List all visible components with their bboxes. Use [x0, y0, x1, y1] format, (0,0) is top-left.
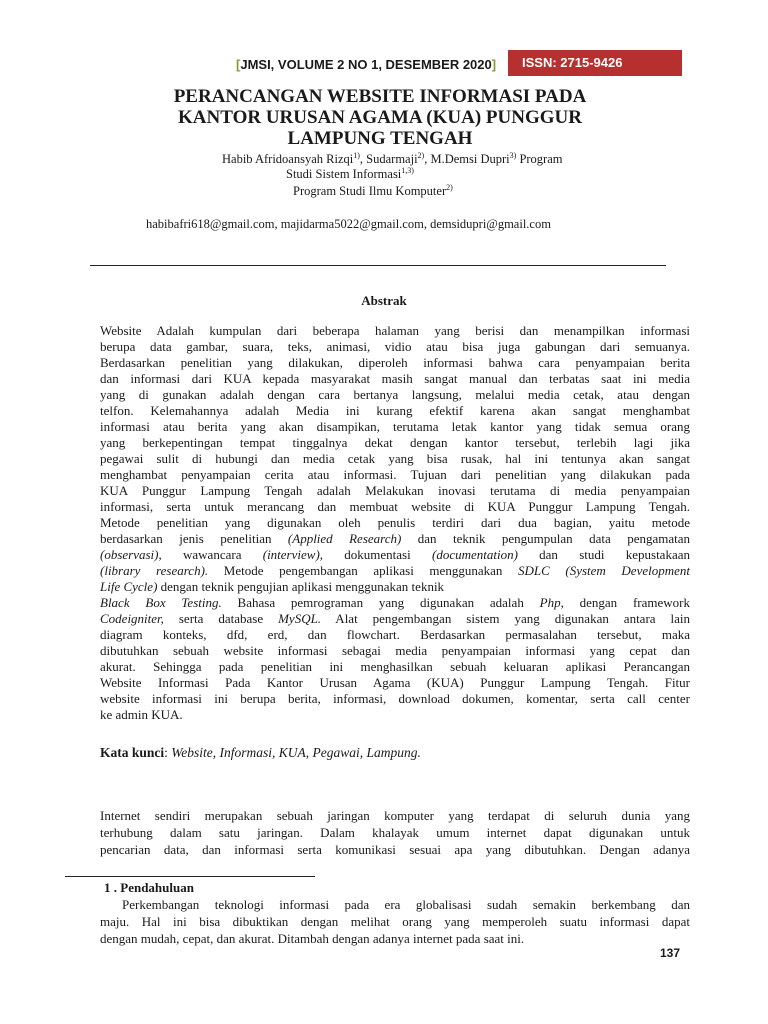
affiliation-1-text: Studi Sistem Informasi: [286, 167, 402, 182]
text-run-italic: SDLC (System Development: [517, 563, 690, 578]
title-divider: [90, 265, 666, 266]
keywords-value: Website, Informasi, KUA, Pegawai, Lampung.: [171, 745, 421, 760]
author-1-affil: 1): [353, 151, 360, 160]
keywords-colon: :: [164, 745, 172, 760]
abstract-line: yang berkepentingan tempat tinggalnya dekat dengan kantor tersebut, terlebih lagi jika: [100, 435, 690, 450]
abstract-line: dan informasi dari KUA kepada masyarakat masih sangat manual dan terbatas saat ini media: [100, 371, 690, 386]
text-run: , dengan framework: [560, 595, 690, 610]
abstract-line: informasi atau berita yang akan disampikan, terutama letak kantor yang tidak semua orang: [100, 419, 690, 434]
text-run: Metode pengembangan aplikasi menggunakan: [208, 563, 518, 578]
text-run-italic: (Applied Research): [287, 531, 402, 546]
bracket-close: ]: [491, 57, 497, 72]
journal-header: [236, 57, 496, 72]
text-run: dokumentasi: [323, 547, 432, 562]
abstract-line: menghambat penyampaian cerita atau informasi. Tujuan dari penelitian yang dilakukan pada: [100, 467, 690, 482]
paper-title: [100, 86, 660, 149]
affiliation-2: [293, 183, 453, 199]
text-run: dengan teknik pengujian aplikasi menggunakan teknik: [157, 579, 445, 594]
affiliation-start: Program: [516, 152, 563, 167]
abstract-line: [100, 579, 690, 595]
text-run: wawancara: [161, 547, 263, 562]
text-run: Alat pengembangan sistem yang digunakan antara lain: [321, 611, 691, 626]
affiliation-2-text: Program Studi Ilmu Komputer: [293, 184, 447, 199]
page-number: 137: [660, 946, 681, 960]
text-run-italic: Black Box Testing.: [100, 595, 222, 610]
text-run: dan teknik pengumpulan data pengamatan: [401, 531, 691, 546]
abstract-line: KUA Punggur Lampung Tengah adalah Melakukan inovasi terutama di media penyampaian: [100, 483, 690, 498]
title-line-3: LAMPUNG TENGAH: [287, 128, 473, 149]
abstract-line: dibutuhkan sebuah website informasi sebagai media penyampaian informasi yang cepat dan: [100, 643, 690, 658]
text-run-italic: (library research).: [100, 563, 209, 578]
body-line: pencarian data, dan informasi serta komunikasi sesuai apa yang dibutuhkan. Dengan adanya: [100, 842, 690, 857]
author-1: Habib Afridoansyah Rizqi: [222, 152, 354, 167]
abstract-line: [100, 611, 690, 627]
text-run-italic: Php: [539, 595, 561, 610]
body-line: terhubung dalam satu jaringan. Dalam khalayak umum internet dapat digunakan untuk: [100, 825, 690, 840]
abstract-line: informasi, serta untuk merancang dan membuat website di KUA Punggur Lampung Tengah.: [100, 499, 690, 514]
abstract-line: pegawai sulit di hubungi dan media cetak yang bisa rusak, hal ini tentunya akan sangat: [100, 451, 690, 466]
text-run-italic: (observasi),: [100, 547, 162, 562]
abstract-line: diagram konteks, dfd, erd, dan flowchart. Berdasarkan permasalahan tersebut, maka: [100, 627, 690, 642]
keywords-label: Kata kunci: [100, 745, 165, 760]
author-3: , M.Demsi Dupri: [424, 152, 510, 167]
author-2: , Sudarmaji: [359, 152, 418, 167]
abstract-heading: Abstrak: [361, 293, 407, 308]
issn-badge: ISSN: 2715-9426: [508, 50, 682, 76]
section-line: Perkembangan teknologi informasi pada era globalisasi sudah semakin berkembang dan: [122, 897, 690, 912]
text-run: serta database: [163, 611, 279, 626]
journal-volume: JMSI, VOLUME 2 NO 1, DESEMBER 2020: [240, 57, 492, 72]
footnote-divider: [65, 876, 315, 877]
affiliation-1-marker: 1,3): [401, 166, 414, 175]
section-line: maju. Hal ini bisa dibuktikan dengan melihat orang yang memperoleh suatu informasi dapat: [100, 914, 690, 929]
section-paragraph: [100, 896, 690, 947]
text-run: Bahasa pemrograman yang digunakan adalah: [221, 595, 540, 610]
abstract-body: [100, 323, 690, 723]
author-2-affil: 2): [417, 151, 425, 160]
text-run: berdasarkan jenis penelitian: [100, 531, 288, 546]
text-run-italic: MySQL.: [278, 611, 322, 626]
section-heading: 1 . Pendahuluan: [104, 880, 194, 895]
author-line-1: [222, 151, 563, 167]
text-run-italic: (documentation): [431, 547, 518, 562]
title-line-2: KANTOR URUSAN AGAMA (KUA) PUNGGUR: [178, 107, 582, 128]
abstract-line: akurat. Sehingga pada penelitian ini menghasilkan sebuah keluaran aplikasi Perancangan: [100, 659, 690, 674]
affiliation-2-marker: 2): [446, 183, 453, 192]
abstract-line: website informasi ini berupa berita, informasi, download dokumen, komentar, serta call center: [100, 691, 690, 706]
body-paragraph: [100, 807, 690, 858]
author-3-affil: 3): [509, 151, 517, 160]
author-emails: habibafri618@gmail.com, majidarma5022@gmail.com, demsidupri@gmail.com: [146, 217, 551, 231]
bracket-open: [: [236, 57, 241, 72]
abstract-line: [100, 547, 690, 563]
text-run-italic: Codeigniter,: [100, 611, 164, 626]
affiliation-1: [286, 166, 414, 182]
text-run-italic: (interview),: [262, 547, 324, 562]
abstract-line: yang di gunakan adalah dengan cara bertanya langsung, melalui media cetak, atau dengan: [100, 387, 690, 402]
text-run: dan studi kepustakaan: [517, 547, 690, 562]
abstract-line: ke admin KUA.: [100, 707, 183, 722]
abstract-line: telfon. Kelemahannya adalah Media ini kurang efektif karena akan sangat menghambat: [100, 403, 690, 418]
abstract-line: [100, 531, 690, 547]
title-line-1: PERANCANGAN WEBSITE INFORMASI PADA: [173, 86, 587, 107]
abstract-line: Berdasarkan penelitian yang dilakukan, diperoleh informasi bahwa cara penyampaian berita: [100, 355, 690, 370]
body-line: Internet sendiri merupakan sebuah jaringan komputer yang terdapat di seluruh dunia yang: [100, 808, 690, 823]
section-line: dengan mudah, cepat, dan akurat. Ditambah dengan adanya internet pada saat ini.: [100, 931, 525, 946]
abstract-line: Website Adalah kumpulan dari beberapa halaman yang berisi dan menampilkan informasi: [100, 323, 690, 338]
text-run-italic: Life Cycle): [100, 579, 158, 594]
abstract-line: [100, 563, 690, 579]
abstract-line: Metode penelitian yang digunakan oleh penulis terdiri dari dua bagian, yaitu metode: [100, 515, 690, 530]
abstract-line: [100, 595, 690, 611]
abstract-line: Website Informasi Pada Kantor Urusan Agama (KUA) Punggur Lampung Tengah. Fitur: [100, 675, 690, 690]
abstract-line: berupa data gambar, suara, teks, animasi, vidio atau bisa juga gabungan dari semuanya.: [100, 339, 690, 354]
keywords: [100, 745, 421, 761]
